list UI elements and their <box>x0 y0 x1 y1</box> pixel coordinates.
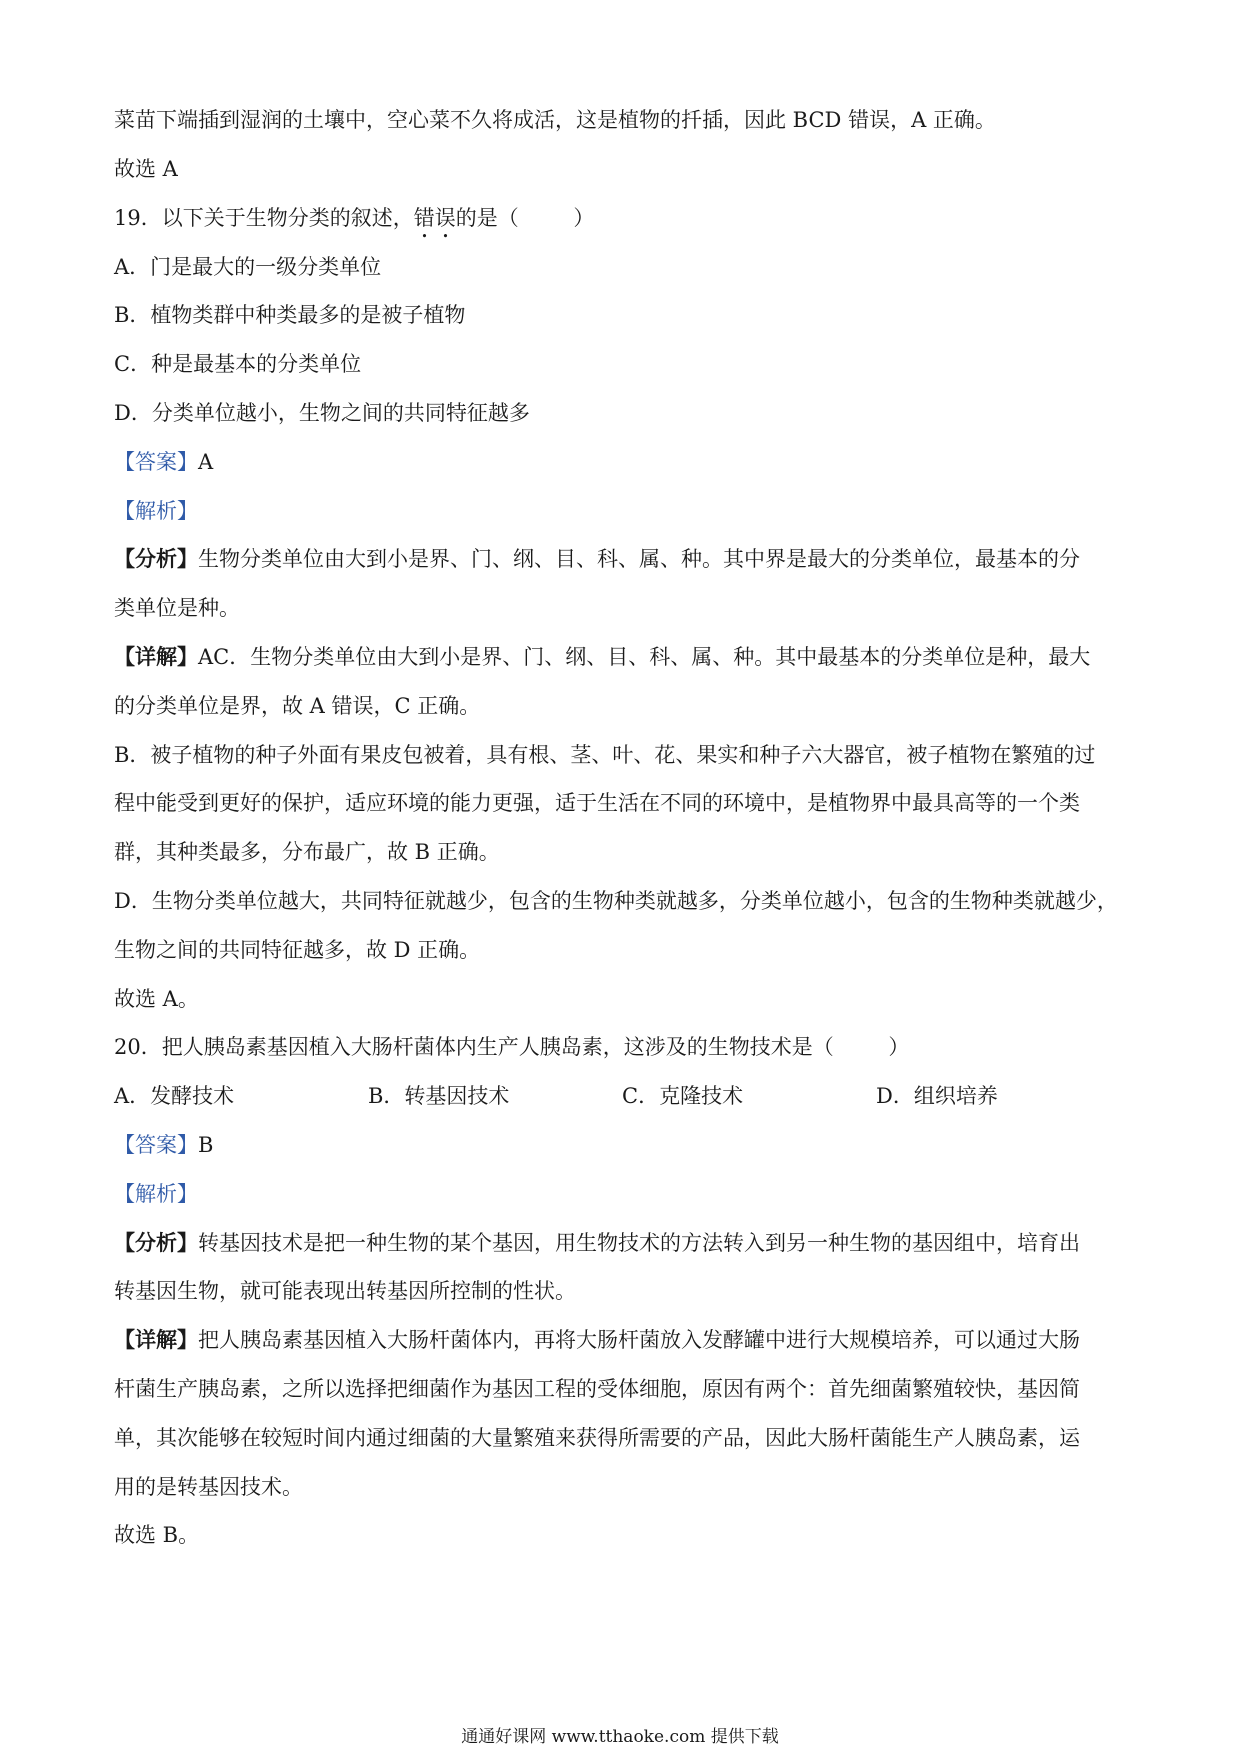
xiangjie-text: 把人胰岛素基因植入大肠杆菌体内，再将大肠杆菌放入发酵罐中进行大规模培养，可以通过大肠 <box>198 1328 1080 1353</box>
question-20-xiangjie-line-2: 杆菌生产胰岛素，之所以选择把细菌作为基因工程的受体细胞，原因有两个：首先细菌繁殖较快，基因简 <box>114 1376 1080 1401</box>
question-20-xiangjie-line-1 <box>114 1316 1130 1365</box>
fenxi-text: 转基因技术是把一种生物的某个基因，用生物技术的方法转入到另一种生物的基因组中，培育出 <box>198 1230 1080 1255</box>
question-20-options <box>114 1072 1130 1121</box>
fenxi-text: 生物分类单位由大到小是界、门、纲、目、科、属、种。其中界是最大的分类单位，最基本的分 <box>198 547 1080 572</box>
question-19-option-b: B．植物类群中种类最多的是被子植物 <box>114 303 466 328</box>
question-19-stem-emphasis: 错误 <box>413 205 456 230</box>
xiangjie-text: AC．生物分类单位由大到小是界、门、纲、目、科、属、种。其中最基本的分类单位是种，最大 <box>198 644 1091 669</box>
question-20-stem <box>114 1023 1130 1072</box>
question-19-xiangjie-line-2: 的分类单位是界，故 A 错误，C 正确。 <box>114 693 481 718</box>
question-19-d-line-1: D．生物分类单位越大，共同特征就越少，包含的生物种类就越多，分类单位越小，包含的生物种类就越少， <box>114 888 1118 913</box>
question-19-b-line-3: 群，其种类最多，分布最广，故 B 正确。 <box>114 840 500 865</box>
xiangjie-tag: 【详解】 <box>114 1327 198 1353</box>
question-19-stem-suffix: 的是（ <box>455 205 519 230</box>
question-19-analysis-tag: 【解析】 <box>114 498 198 523</box>
question-20-option-a: A．发酵技术 <box>114 1084 235 1109</box>
question-19-fenxi-line-2: 类单位是种。 <box>114 596 240 621</box>
question-19-xiangjie-line-1 <box>114 633 1130 682</box>
question-20-option-b: B．转基因技术 <box>368 1084 510 1109</box>
xiangjie-tag: 【详解】 <box>114 643 198 669</box>
document-body <box>114 96 1130 1560</box>
question-19-conclusion: 故选 A。 <box>114 986 199 1011</box>
question-20-stem-text: 20．把人胰岛素基因植入大肠杆菌体内生产人胰岛素，这涉及的生物技术是（ <box>114 1035 834 1060</box>
question-20-option-d: D．组织培养 <box>876 1084 998 1109</box>
question-19-b-line-2: 程中能受到更好的保护，适应环境的能力更强，适于生活在不同的环境中，是植物界中最具高等的一个类 <box>114 791 1080 816</box>
fenxi-tag: 【分析】 <box>114 546 198 572</box>
question-19-answer <box>114 438 1130 487</box>
answer-tag: 【答案】 <box>114 449 198 474</box>
previous-explanation-continuation: 菜苗下端插到湿润的土壤中，空心菜不久将成活，这是植物的扦插，因此 BCD 错误，A 正确。 <box>114 108 996 132</box>
answer-value: A <box>198 449 214 474</box>
question-20-fenxi-line-1 <box>114 1219 1130 1268</box>
question-20-stem-close: ） <box>888 1035 910 1060</box>
fenxi-tag: 【分析】 <box>114 1229 198 1255</box>
question-19-stem <box>114 194 1130 243</box>
question-20-answer <box>114 1121 1130 1170</box>
footer-credit: 通通好课网 www.tthaoke.com 提供下载 <box>461 1727 779 1747</box>
question-20-xiangjie-line-4: 用的是转基因技术。 <box>114 1474 303 1499</box>
question-20-analysis-tag: 【解析】 <box>114 1181 198 1206</box>
answer-value: B <box>198 1132 214 1157</box>
question-19-option-a: A．门是最大的一级分类单位 <box>114 254 382 279</box>
question-20-xiangjie-line-3: 单，其次能够在较短时间内通过细菌的大量繁殖来获得所需要的产品，因此大肠杆菌能生产人胰岛素，运 <box>114 1425 1080 1450</box>
question-19-option-d: D．分类单位越小，生物之间的共同特征越多 <box>114 400 530 425</box>
answer-tag: 【答案】 <box>114 1132 198 1157</box>
question-20-conclusion: 故选 B。 <box>114 1523 200 1548</box>
question-19-d-line-2: 生物之间的共同特征越多，故 D 正确。 <box>114 937 481 962</box>
question-20-option-c: C．克隆技术 <box>622 1084 744 1109</box>
question-19-b-line-1: B．被子植物的种子外面有果皮包被着，具有根、茎、叶、花、果实和种子六大器官，被子植物在繁殖的过 <box>114 742 1096 767</box>
question-19-option-c: C．种是最基本的分类单位 <box>114 352 362 377</box>
question-20-fenxi-line-2: 转基因生物，就可能表现出转基因所控制的性状。 <box>114 1279 576 1304</box>
question-19-stem-close: ） <box>573 205 595 230</box>
previous-conclusion: 故选 A <box>114 156 178 181</box>
question-19-stem-prefix: 19．以下关于生物分类的叙述， <box>114 205 414 230</box>
question-19-fenxi-line-1 <box>114 535 1130 584</box>
